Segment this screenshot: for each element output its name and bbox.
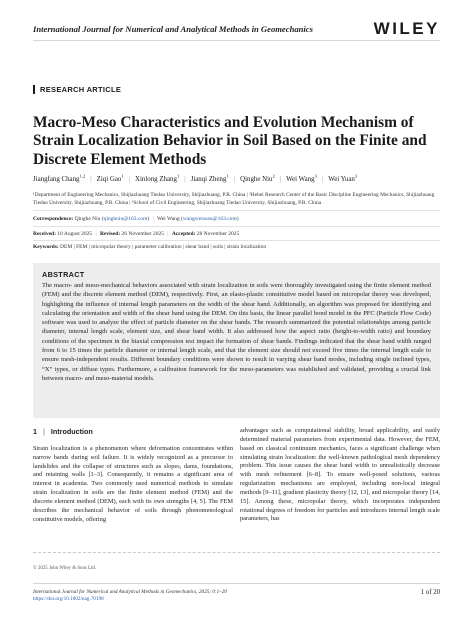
- keywords: [33, 244, 266, 250]
- divider: [33, 226, 440, 227]
- author-name[interactable]: Xinlong Zhang: [135, 176, 177, 183]
- author-affiliation-mark: 1: [121, 173, 124, 179]
- author-separator: |: [279, 176, 282, 183]
- section-heading: 1 | Introduction: [33, 427, 93, 436]
- author-separator: |: [90, 176, 92, 183]
- author-affiliation-mark: 2: [272, 173, 275, 179]
- author-affiliation-mark: 3: [314, 173, 317, 179]
- doi-link[interactable]: https://doi.org/10.1002/nag.70198: [33, 596, 104, 602]
- correspondence: Correspondence: Qinghe Niu (qinghniu@163.com) | Wei Wang (wangweisusu@163.com): [33, 216, 239, 222]
- keywords-list: DEM | FEM | micropolar theory | parameter calibration | shear band | soils | strain localization: [60, 244, 267, 250]
- publisher-logo: WILEY: [373, 19, 440, 38]
- author-affiliation-mark: 1: [176, 173, 180, 179]
- footer-citation: [33, 589, 227, 603]
- copyright: © 2025 John Wiley & Sons Ltd.: [33, 566, 97, 571]
- email-link-1[interactable]: qinghniu@163.com: [103, 216, 148, 222]
- accepted-date: 28 November 2025: [196, 231, 240, 237]
- abstract-box: [33, 263, 440, 418]
- footer-divider: [33, 583, 440, 584]
- correspondence-name-1: Qinghe Niu: [74, 216, 101, 222]
- journal-name: International Journal for Numerical and Analytical Methods in Geomechanics: [33, 24, 313, 34]
- author-name[interactable]: Jiangfang Chang: [33, 176, 80, 183]
- keywords-label: Keywords:: [33, 244, 59, 250]
- section-number: 1: [33, 427, 37, 436]
- author-list: [33, 175, 443, 184]
- author-separator: |: [321, 176, 324, 183]
- correspondence-label: Correspondence:: [33, 216, 74, 222]
- author-affiliation-mark: 1,2: [79, 173, 86, 179]
- author-separator: |: [128, 176, 131, 183]
- author-separator: |: [233, 176, 236, 183]
- received-label: Received:: [33, 231, 56, 237]
- author-affiliation-mark: 3: [354, 173, 358, 179]
- header-divider: [33, 40, 440, 41]
- abstract-text: The macro- and meso-mechanical behaviors associated with strain localization in soils were thoroughly investigated using the finite element method (FEM) and the discrete element method (DEM), respectively. First, an elasto-plastic constitutive model based on micropolar theory was developed, highlighting the influence of internal length parameters on the width of the shear band. Additionally, an algorithm was proposed for identifying and calculating the orientation and width of the shear band using the DEM. On this basis, the linear parallel bond model in the PFC (Particle Flow Code) software was used to analyze the effect of particle diameter on the shear bands. The research summarized the potential relationships among particle diameter, internal length scale, element size, and shear band width. It also addressed how the aspect ratio (height-to-width ratio) and boundary conditions of the specimen in the biaxial compression test impact the formation of shear bands. Findings indicated that the shear band width ranged from 6 to 15 times the particle diameter or internal length scale, and that the element size should not exceed five times the internal length scale to ensure mesh-independent results. Different boundary conditions were shown to result in varying shear band modes, including single inclined types, “X” types, or diffuse types. Furthermore, a calibration framework for the meso-parameters was established and validated, providing a crucial link between macro- and meso-material models.: [42, 282, 431, 382]
- received-date: 10 August 2025: [57, 231, 93, 237]
- page-number: 1 of 20: [420, 589, 440, 596]
- email-link-2[interactable]: wangweisusu@163.com: [182, 216, 237, 222]
- body-paragraph: Strain localization is a phenomenon where deformation concentrates within narrow bands during soil failure. It is widely recognized as a precursor to landslides and the collapse of structures such as slopes, dams, foundations, and retaining walls [1–3]. Consequently, it remains a significant area of interest in academia. Two commonly used numerical methods to simulate strain localization in soils are the finite element method (FEM) and the discrete element method (DEM), each with its own strengths [4, 5]. The FEM describes the mechanical behavior of soils through phenomenological constitutive models, offering: [33, 444, 233, 523]
- article-type-label: RESEARCH ARTICLE: [40, 85, 122, 94]
- author-name[interactable]: Wei Wang: [286, 176, 315, 183]
- article-type: [33, 85, 121, 94]
- body-paragraph: advantages such as computational stability, broad applicability, and easily determined material parameters from experimental data. However, the FEM, based on classical continuum mechanics, faces a significant challenge when simulating strain localization: the well-known pathological mesh dependency problem. This issue causes the shear band width to unrealistically decrease with mesh refinement [6–8]. To ensure well-posed solutions, various regularization mechanisms are employed, including non-local integral methods [9–11], gradient plasticity theory [12, 13], and micropolar theory [14, 15]. Among these, micropolar theory, which incorporates independent rotational degrees of freedom for particles and introduces internal length scale parameters, has: [240, 427, 440, 523]
- article-type-marker: [33, 85, 35, 94]
- article-title: Macro-Meso Characteristics and Evolution Mechanism of Strain Localization Behavior in Soil Based on the Finite and Discrete Element Methods: [33, 114, 427, 168]
- accepted-label: Accepted:: [171, 231, 196, 237]
- article-dates: Received: 10 August 2025 | Revised: 26 November 2025 | Accepted: 28 November 2025: [33, 231, 240, 237]
- author-separator: |: [184, 176, 186, 183]
- divider: [33, 210, 440, 211]
- author-affiliation-mark: 1: [226, 173, 229, 179]
- correspondence-name-2: Wei Wang: [156, 216, 180, 222]
- section-title: Introduction: [50, 427, 93, 436]
- revised-date: 26 November 2025: [121, 231, 164, 237]
- author-name[interactable]: Qinghe Niu: [240, 176, 273, 183]
- abstract-heading: ABSTRACT: [42, 270, 85, 279]
- author-name[interactable]: Ziqi Gao: [96, 176, 122, 183]
- affiliations: ¹Department of Engineering Mechanics, Shijiazhuang Tiedao University, Shijiazhuang, P.R. China | ²Hebei Research Center of the Basic Discipline Engineering Mechanics, Shijiazhuang Tiedao University, Shijiazhuang, P.R. China | ³School of Civil Engineering, Shijiazhuang Tiedao University, Shijiazhuang, P.R. China: [33, 192, 435, 206]
- footer-journal-line: International Journal for Numerical and Analytical Methods in Geomechanics, 2025; 0:1–20: [33, 589, 227, 595]
- body-column-right: [240, 427, 440, 524]
- body-column-left: [33, 428, 233, 524]
- author-name[interactable]: Wei Yuan: [328, 176, 355, 183]
- revised-label: Revised:: [99, 231, 121, 237]
- divider: [33, 240, 440, 241]
- author-name[interactable]: Jianqi Zheng: [190, 176, 227, 183]
- footer-divider: [33, 552, 440, 553]
